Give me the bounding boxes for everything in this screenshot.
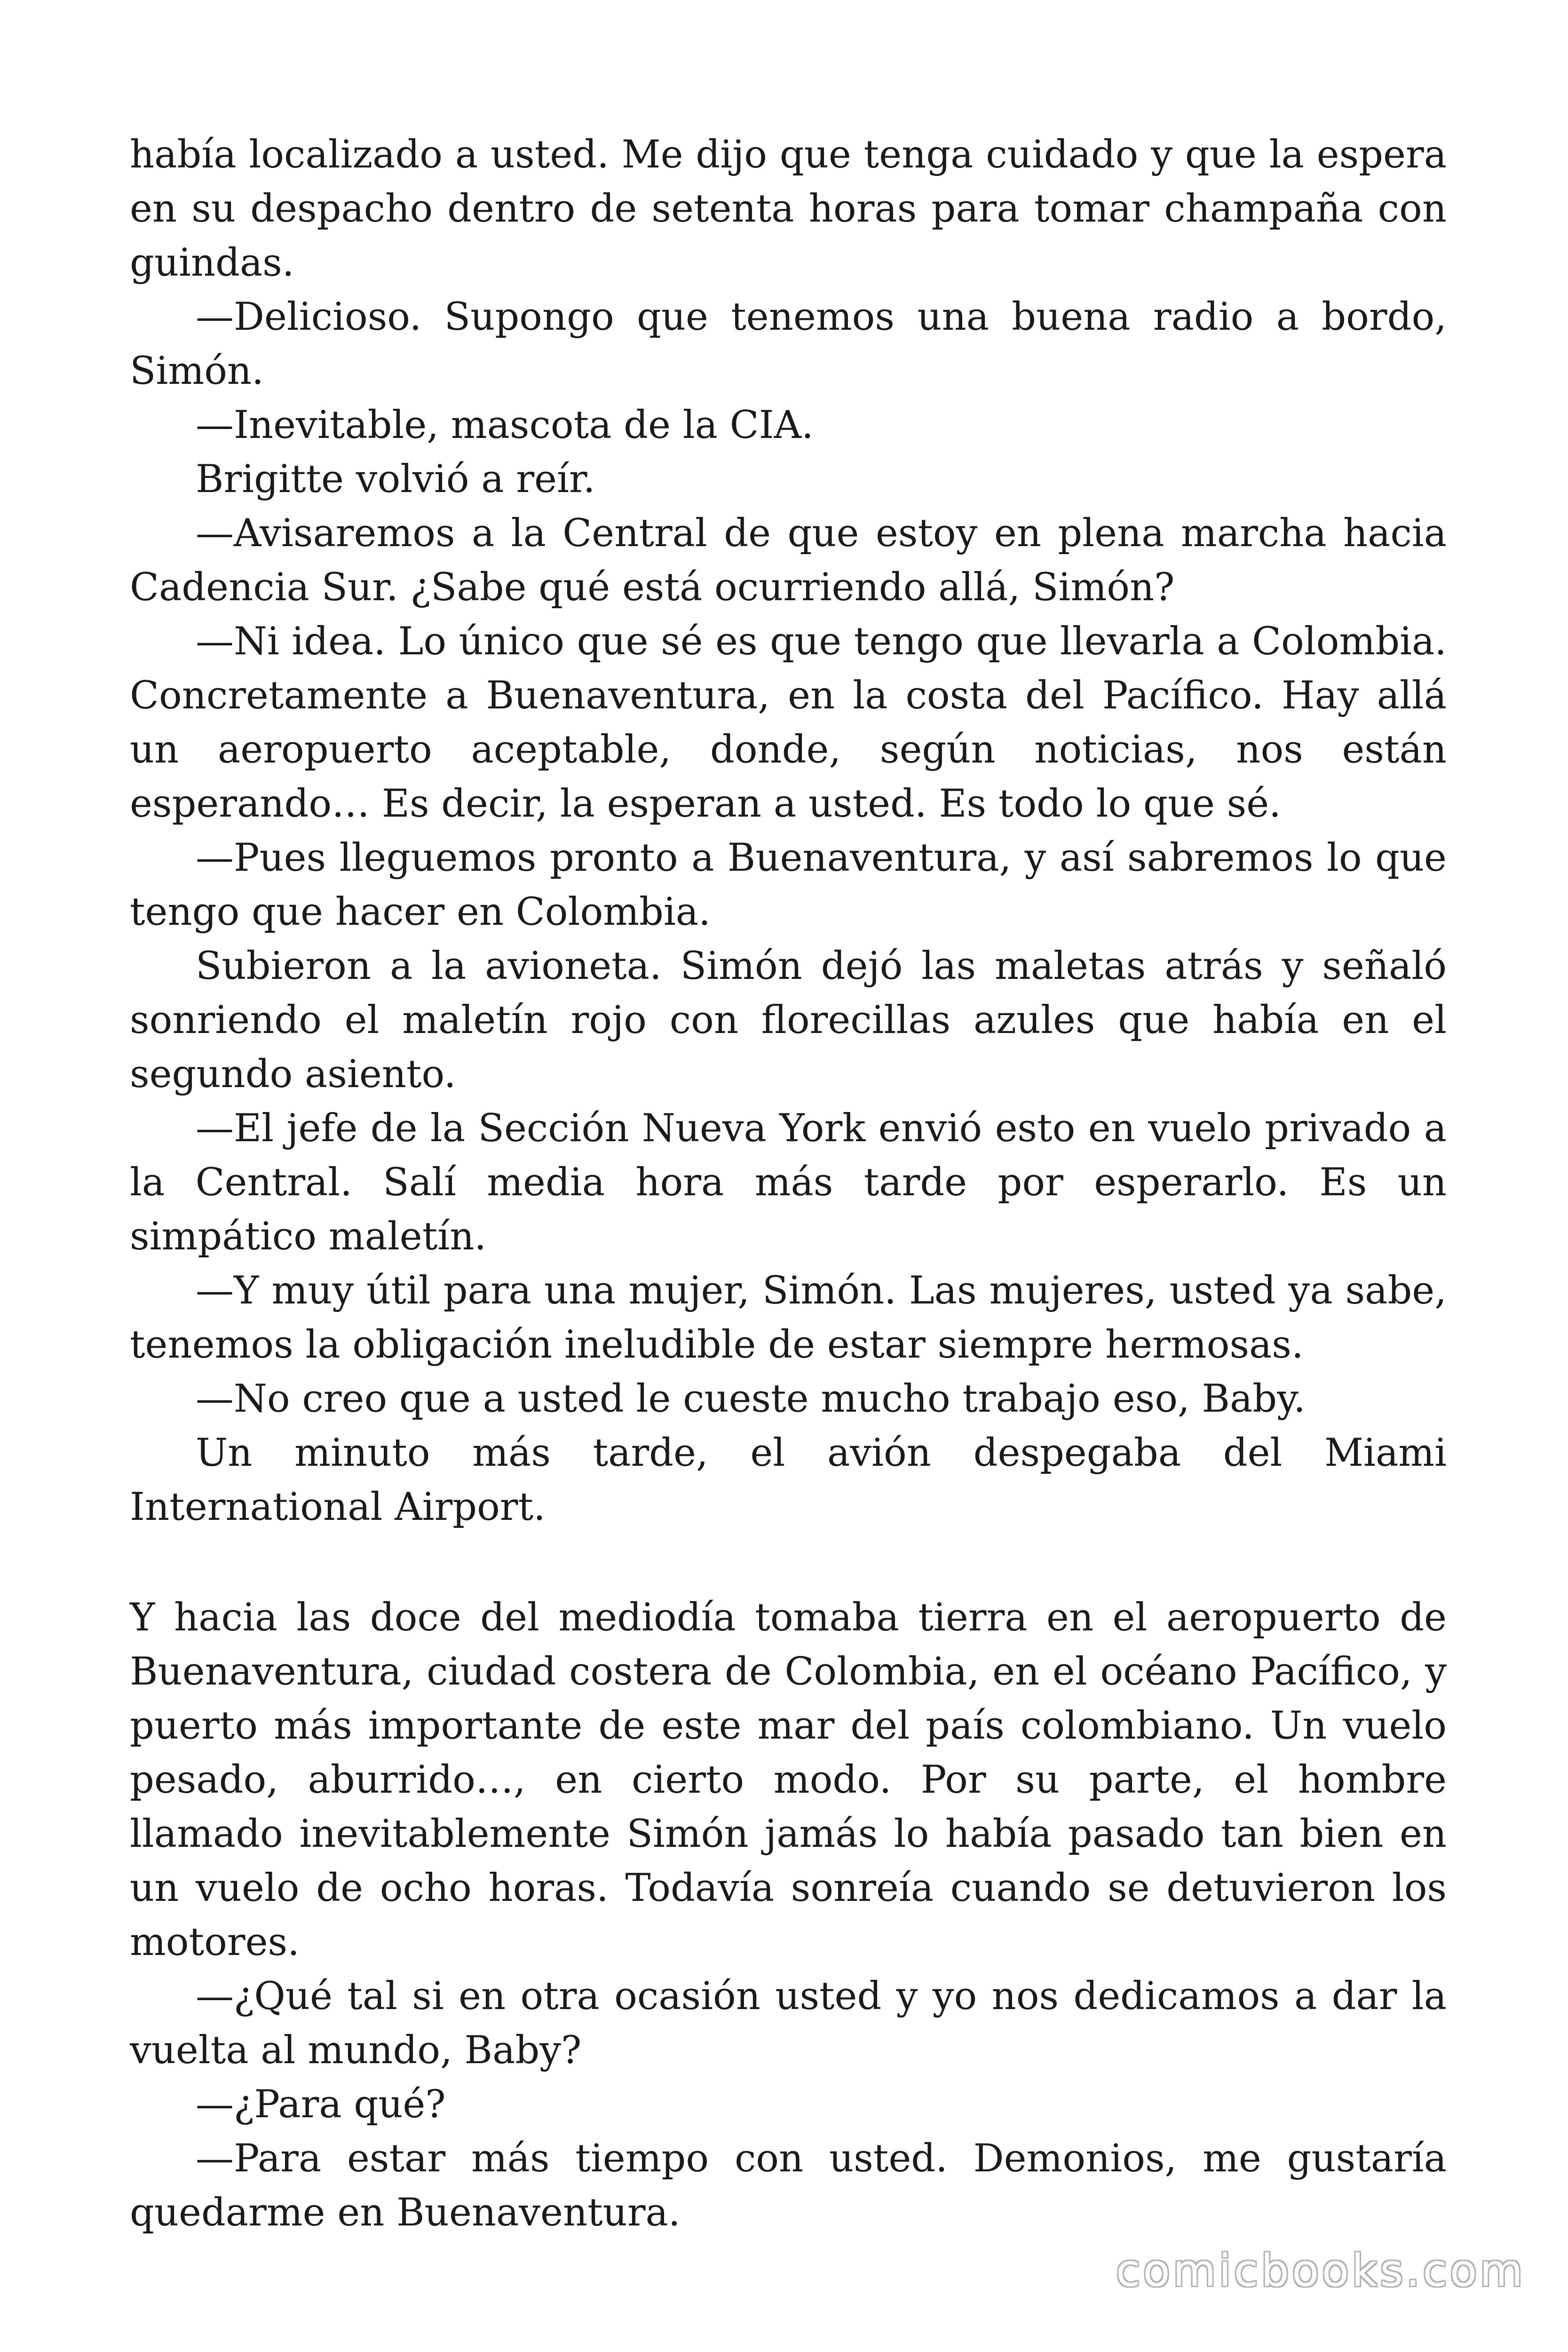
- section-paragraph: Y hacia las doce del mediodía tomaba tierra en el aeropuerto de Buenaventura, ciudad costera de Colombia, en el océano Pacífico, y puerto más importante de este mar del país colombiano. Un vuelo pesado, aburrido…, en cierto modo. Por su parte, el hombre llamado inevitablemente Simón jamás lo había pasado tan bien en un vuelo de ocho horas. Todavía sonreía cuando se detuvieron los motores.: [130, 1596, 1447, 1964]
- dialogue-paragraph: —Delicioso. Supongo que tenemos una buena radio a bordo, Simón.: [130, 295, 1447, 393]
- dialogue-paragraph: —El jefe de la Sección Nueva York envió esto en vuelo privado a la Central. Salí media hora más tarde por esperarlo. Es un simpático maletín.: [130, 1106, 1447, 1259]
- dialogue-paragraph: —¿Qué tal si en otra ocasión usted y yo nos dedicamos a dar la vuelta al mundo, Baby?: [130, 1974, 1447, 2073]
- dialogue-paragraph: —Ni idea. Lo único que sé es que tengo que llevarla a Colombia. Concretamente a Buenaventura, en la costa del Pacífico. Hay allá un aeropuerto aceptable, donde, según noticias, nos están esperando… Es decir, la esperan a usted. Es todo lo que sé.: [130, 620, 1447, 826]
- dialogue-paragraph: —No creo que a usted le cueste mucho trabajo eso, Baby.: [196, 1377, 1306, 1421]
- dialogue-paragraph: —Y muy útil para una mujer, Simón. Las mujeres, usted ya sabe, tenemos la obligación ineludible de estar siempre hermosas.: [130, 1269, 1447, 1367]
- dialogue-paragraph: —¿Para qué?: [196, 2082, 446, 2127]
- narrative-paragraph: Subieron a la avioneta. Simón dejó las maletas atrás y señaló sonriendo el maletín rojo con florecillas azules que había en el segundo asiento.: [130, 944, 1447, 1097]
- narrative-paragraph: Un minuto más tarde, el avión despegaba del Miami International Airport.: [130, 1431, 1447, 1529]
- narrative-paragraph: Brigitte volvió a reír.: [196, 457, 595, 501]
- watermark: comicbooks.com: [1116, 2245, 1526, 2296]
- dialogue-paragraph: —Avisaremos a la Central de que estoy en plena marcha hacia Cadencia Sur. ¿Sabe qué está ocurriendo allá, Simón?: [130, 511, 1447, 610]
- dialogue-paragraph: —Inevitable, mascota de la CIA.: [196, 403, 814, 447]
- dialogue-paragraph: —Pues lleguemos pronto a Buenaventura, y así sabremos lo que tengo que hacer en Colombia.: [130, 836, 1447, 934]
- dialogue-paragraph: —Para estar más tiempo con usted. Demonios, me gustaría quedarme en Buenaventura.: [130, 2137, 1447, 2235]
- paragraph: había localizado a usted. Me dijo que tenga cuidado y que la espera en su despacho dentro de setenta horas para tomar champaña con guindas.: [130, 133, 1447, 285]
- book-page-body: [130, 128, 1447, 2240]
